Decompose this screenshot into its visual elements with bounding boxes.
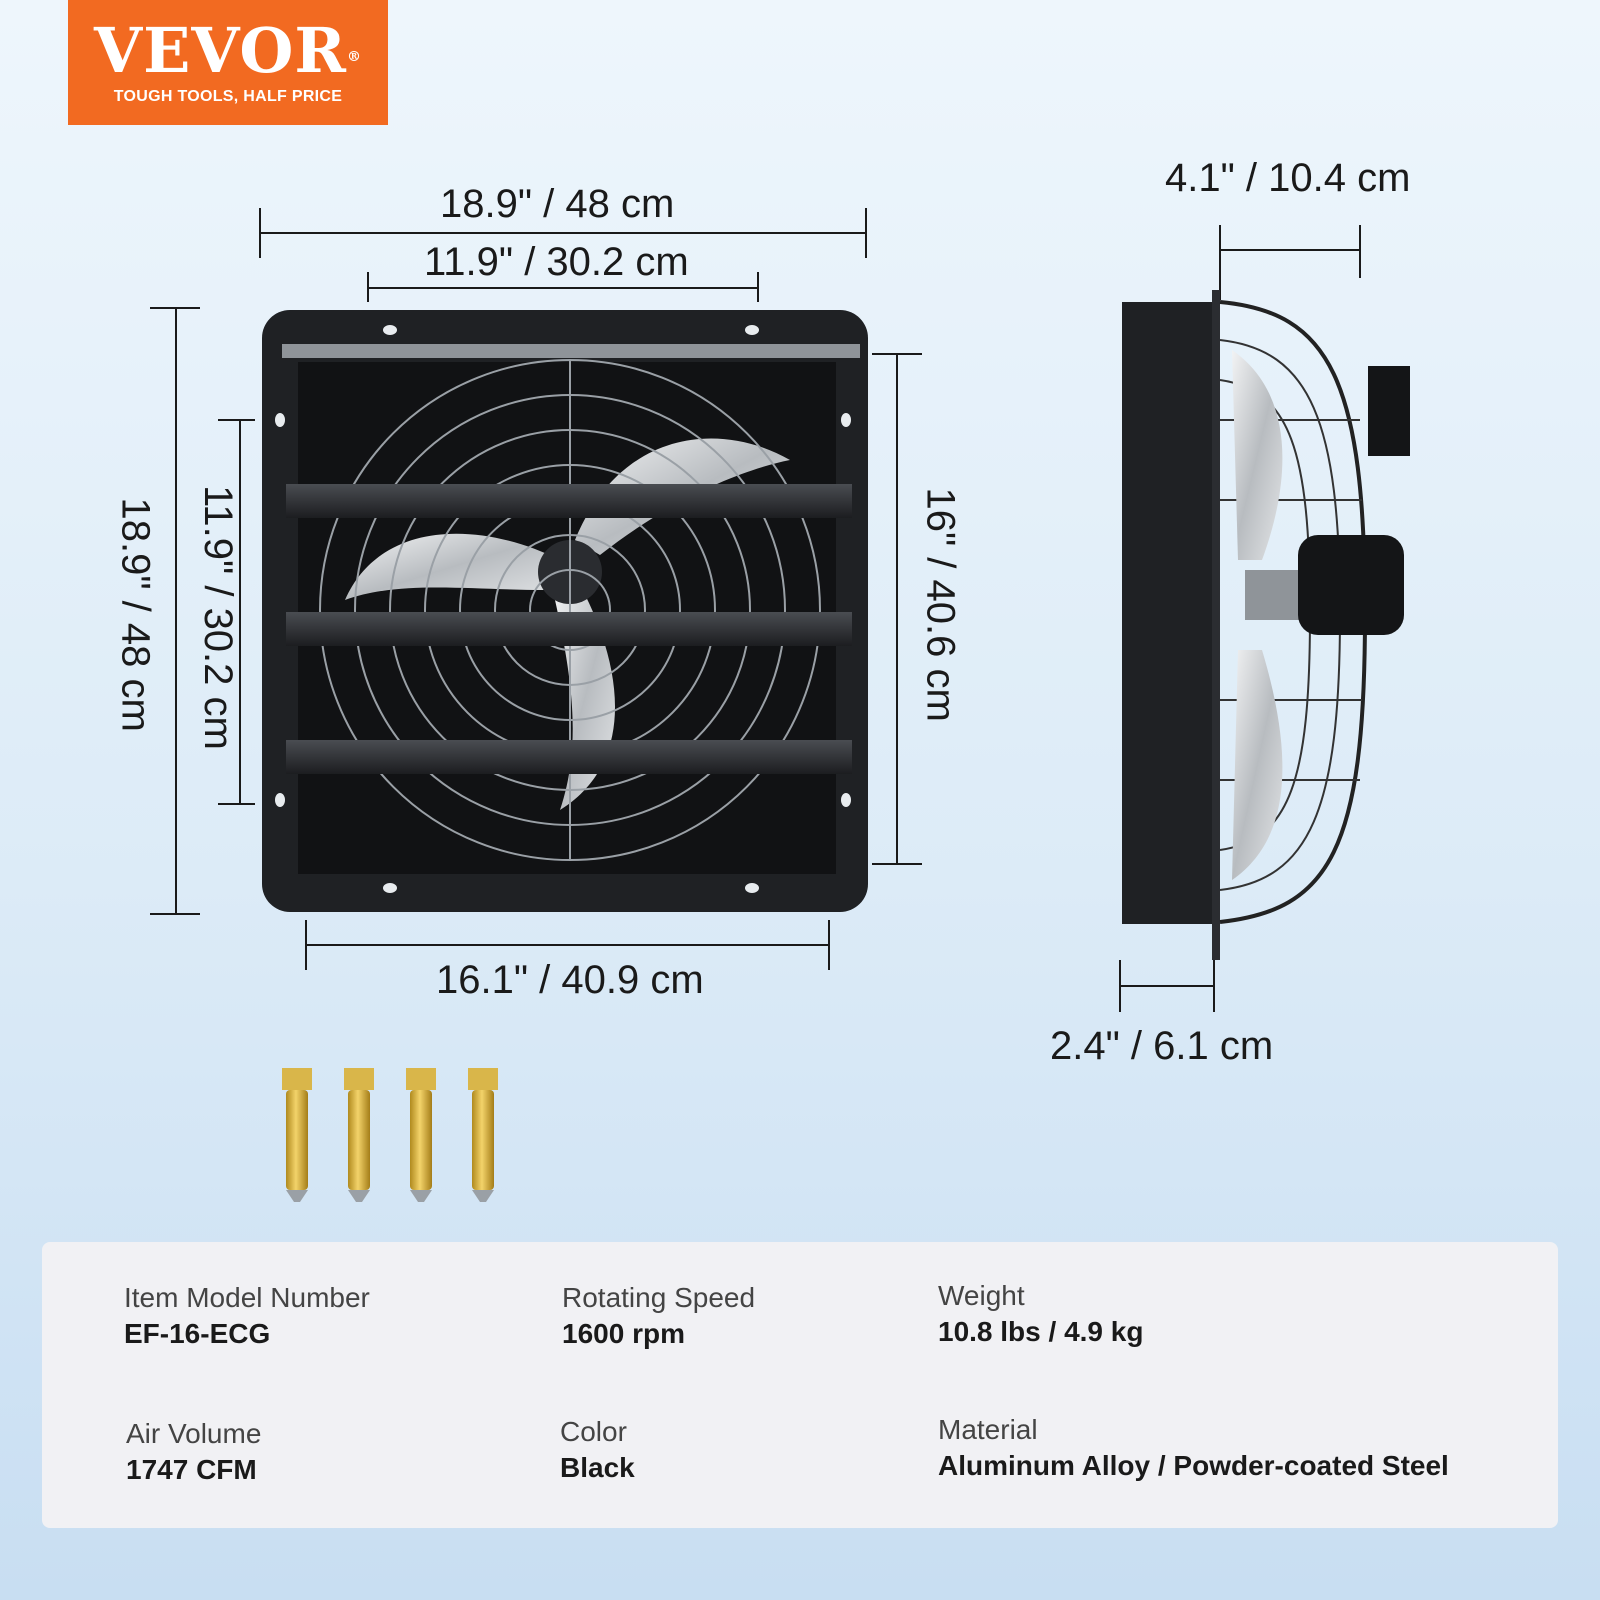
spec-label: Air Volume bbox=[126, 1418, 262, 1449]
dim-side-depth-top: 4.1" / 10.4 cm bbox=[1165, 156, 1411, 200]
spec-air-volume bbox=[126, 1418, 261, 1486]
spec-label: Rotating Speed bbox=[562, 1282, 756, 1313]
anchor-bolts bbox=[282, 1068, 498, 1202]
spec-value: Aluminum Alloy / Powder-coated Steel bbox=[938, 1450, 1449, 1481]
anchor-bolt bbox=[344, 1068, 374, 1202]
spec-weight bbox=[938, 1280, 1143, 1348]
dim-side-depth-bottom: 2.4" / 6.1 cm bbox=[1050, 1024, 1274, 1068]
dim-top-inner: 11.9" / 30.2 cm bbox=[424, 240, 689, 284]
spec-value: 10.8 lbs / 4.9 kg bbox=[938, 1316, 1144, 1347]
spec-panel bbox=[42, 1242, 1558, 1528]
spec-rotating-speed bbox=[562, 1282, 755, 1350]
logo-brand-text: VEVOR® bbox=[94, 14, 362, 87]
spec-label: Weight bbox=[938, 1280, 1025, 1311]
spec-value: 1747 CFM bbox=[126, 1454, 257, 1485]
spec-model bbox=[124, 1282, 370, 1350]
spec-value: Black bbox=[560, 1452, 635, 1483]
logo-tagline: TOUGH TOOLS, HALF PRICE bbox=[113, 88, 343, 105]
spec-label: Item Model Number bbox=[124, 1282, 370, 1313]
front-view-fan bbox=[262, 310, 868, 912]
spec-value: 1600 rpm bbox=[562, 1318, 685, 1349]
spec-label: Material bbox=[938, 1414, 1038, 1445]
anchor-bolt bbox=[406, 1068, 436, 1202]
dim-left-inner: 11.9" / 30.2 cm bbox=[196, 485, 240, 750]
anchor-bolt bbox=[468, 1068, 498, 1202]
dim-bottom-width: 16.1" / 40.9 cm bbox=[436, 958, 704, 1002]
spec-color bbox=[560, 1416, 635, 1484]
spec-value: EF-16-ECG bbox=[124, 1318, 271, 1349]
anchor-bolt bbox=[282, 1068, 312, 1202]
spec-material bbox=[938, 1414, 1449, 1482]
dim-right-height: 16" / 40.6 cm bbox=[918, 487, 963, 722]
dim-top-overall: 18.9" / 48 cm bbox=[440, 182, 675, 226]
spec-label: Color bbox=[560, 1416, 627, 1447]
dim-left-overall: 18.9" / 48 cm bbox=[113, 497, 158, 732]
side-view-fan bbox=[1122, 290, 1410, 960]
